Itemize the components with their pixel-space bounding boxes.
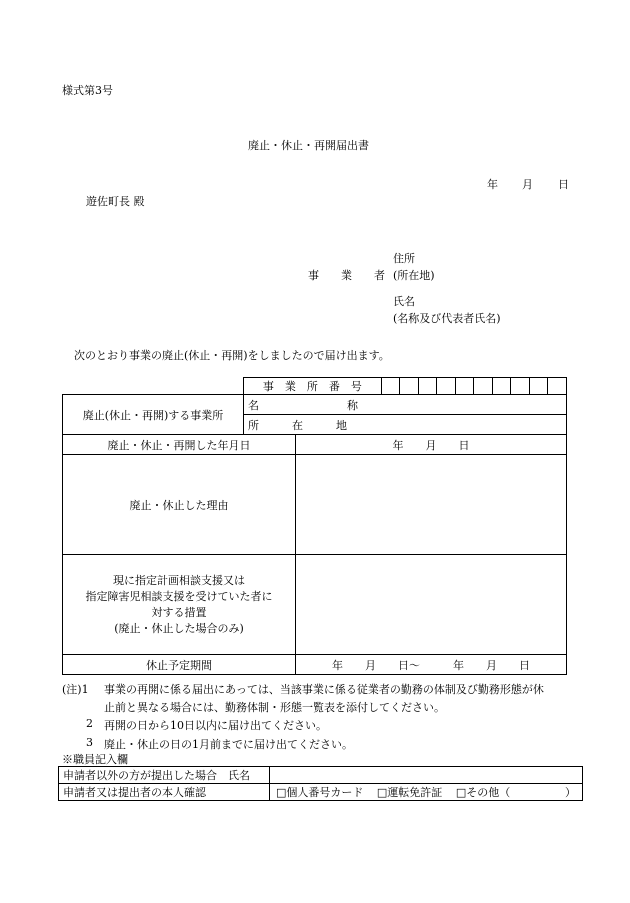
option-other-close: ） [565, 786, 576, 799]
option-other[interactable]: □その他（ [455, 786, 511, 799]
date-month: 月 [522, 178, 533, 191]
office-number-label: 事 業 所 番 号 [244, 378, 382, 395]
staff-row1-value[interactable] [270, 767, 583, 784]
office-number-cell[interactable] [381, 378, 400, 395]
note-3: 廃止・休止の日の1月前までに届け出てください。 [104, 738, 353, 751]
office-number-cell[interactable] [418, 378, 437, 395]
intro-text: 次のとおり事業の廃止(休止・再開)をしましたので届け出ます。 [74, 349, 390, 362]
period-label: 休止予定期間 [63, 655, 296, 675]
staff-table [58, 766, 583, 801]
option-my-number-card[interactable]: □個人番号カード [276, 786, 364, 799]
measures-line-2: 指定障害児相談支援を受けていた者に [85, 589, 273, 603]
office-number-cell[interactable] [474, 378, 493, 395]
office-number-cell[interactable] [437, 378, 456, 395]
option-drivers-license[interactable]: □運転免許証 [376, 786, 443, 799]
note-3-num: 3 [86, 736, 93, 749]
note-prefix: (注)1 [62, 683, 89, 696]
applicant-name-sub-label: (名称及び代表者氏名) [393, 312, 501, 325]
staff-row1-label: 申請者以外の方が提出した場合 氏名 [59, 767, 270, 784]
office-label: 廃止(休止・再開)する事業所 [63, 395, 244, 435]
reason-value[interactable] [296, 455, 567, 555]
measures-line-4: (廃止・休止した場合のみ) [114, 621, 244, 635]
date-day: 日 [558, 178, 569, 191]
office-number-cell[interactable] [455, 378, 474, 395]
office-name-label[interactable] [244, 395, 567, 415]
office-number-cell[interactable] [511, 378, 530, 395]
office-number-table [243, 377, 567, 395]
measures-label [63, 555, 296, 655]
office-name-label-text: 名 称 [248, 398, 358, 412]
form-number: 様式第3号 [62, 84, 113, 97]
staff-row2-label: 申請者又は提出者の本人確認 [59, 784, 270, 801]
applicant-name-label: 氏名 [393, 295, 415, 308]
applicant-location-label: (所在地) [393, 269, 435, 282]
reason-label: 廃止・休止した理由 [63, 455, 296, 555]
note-1-line-1: 事業の再開に係る届出にあっては、当該事業に係る従業者の勤務の体制及び勤務形態が休 [104, 683, 544, 696]
staff-heading: ※職員記入欄 [62, 753, 128, 766]
date-value[interactable]: 年 月 日 [296, 435, 567, 455]
office-address-label[interactable] [244, 415, 567, 435]
main-table [62, 394, 567, 675]
office-address-label-text: 所 在 地 [248, 418, 347, 432]
office-number-cell[interactable] [492, 378, 511, 395]
note-2: 再開の日から10日以内に届け出てください。 [104, 719, 327, 732]
applicant-address-label: 住所 [393, 252, 415, 265]
office-number-cell[interactable] [400, 378, 419, 395]
measures-line-1: 現に指定計画相談支援又は [113, 573, 245, 587]
staff-row2-options [270, 784, 583, 801]
applicant-business-label: 事 業 者 [308, 269, 385, 282]
period-value[interactable]: 年 月 日～ 年 月 日 [296, 655, 567, 675]
measures-line-3: 対する措置 [151, 605, 207, 619]
office-number-cell[interactable] [548, 378, 567, 395]
addressee: 遊佐町長 殿 [86, 195, 145, 208]
office-number-cell[interactable] [529, 378, 548, 395]
page-title: 廃止・休止・再開届出書 [248, 139, 369, 152]
measures-value[interactable] [296, 555, 567, 655]
note-2-num: 2 [86, 717, 93, 730]
note-1-line-2: 止前と異なる場合には、勤務体制・形態一覧表を添付してください。 [104, 701, 445, 714]
date-label: 廃止・休止・再開した年月日 [63, 435, 296, 455]
date-year: 年 [487, 178, 498, 191]
